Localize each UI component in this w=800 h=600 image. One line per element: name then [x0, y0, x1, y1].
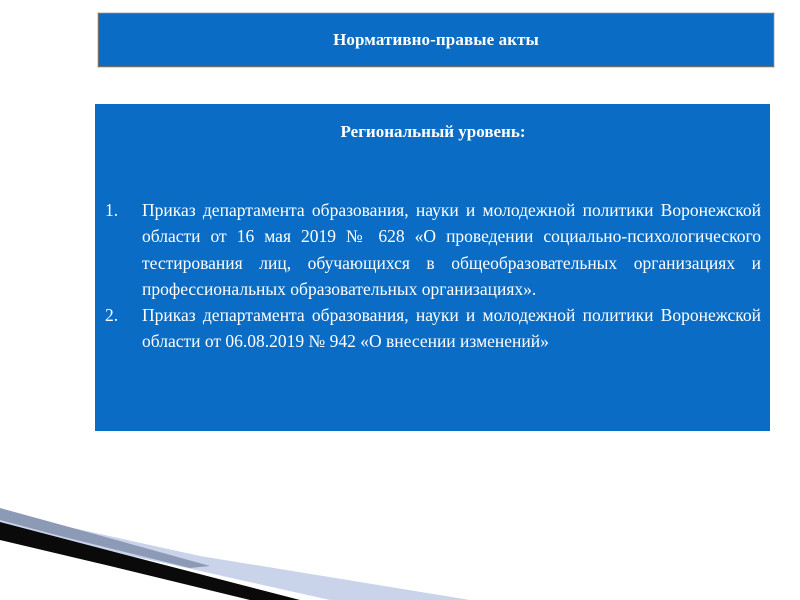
list-item-text: Приказ департамента образования, науки и молодежной политики Воронежской области от 16 мая 2019 № 628 «О проведении социально-психологического тестирования лиц, обучающихся в общеобразовательных организациях и профессиональных образовательных организациях».	[142, 200, 761, 299]
list-item-text: Приказ департамента образования, науки и молодежной политики Воронежской области от 06.08.2019 № 942 «О внесении изменений»	[142, 305, 761, 352]
slide-title: Нормативно-правые акты	[333, 30, 539, 49]
list-item-number: 1.	[105, 200, 119, 220]
section-heading: Региональный уровень:	[340, 122, 526, 141]
list-item-number: 2.	[105, 305, 119, 326]
